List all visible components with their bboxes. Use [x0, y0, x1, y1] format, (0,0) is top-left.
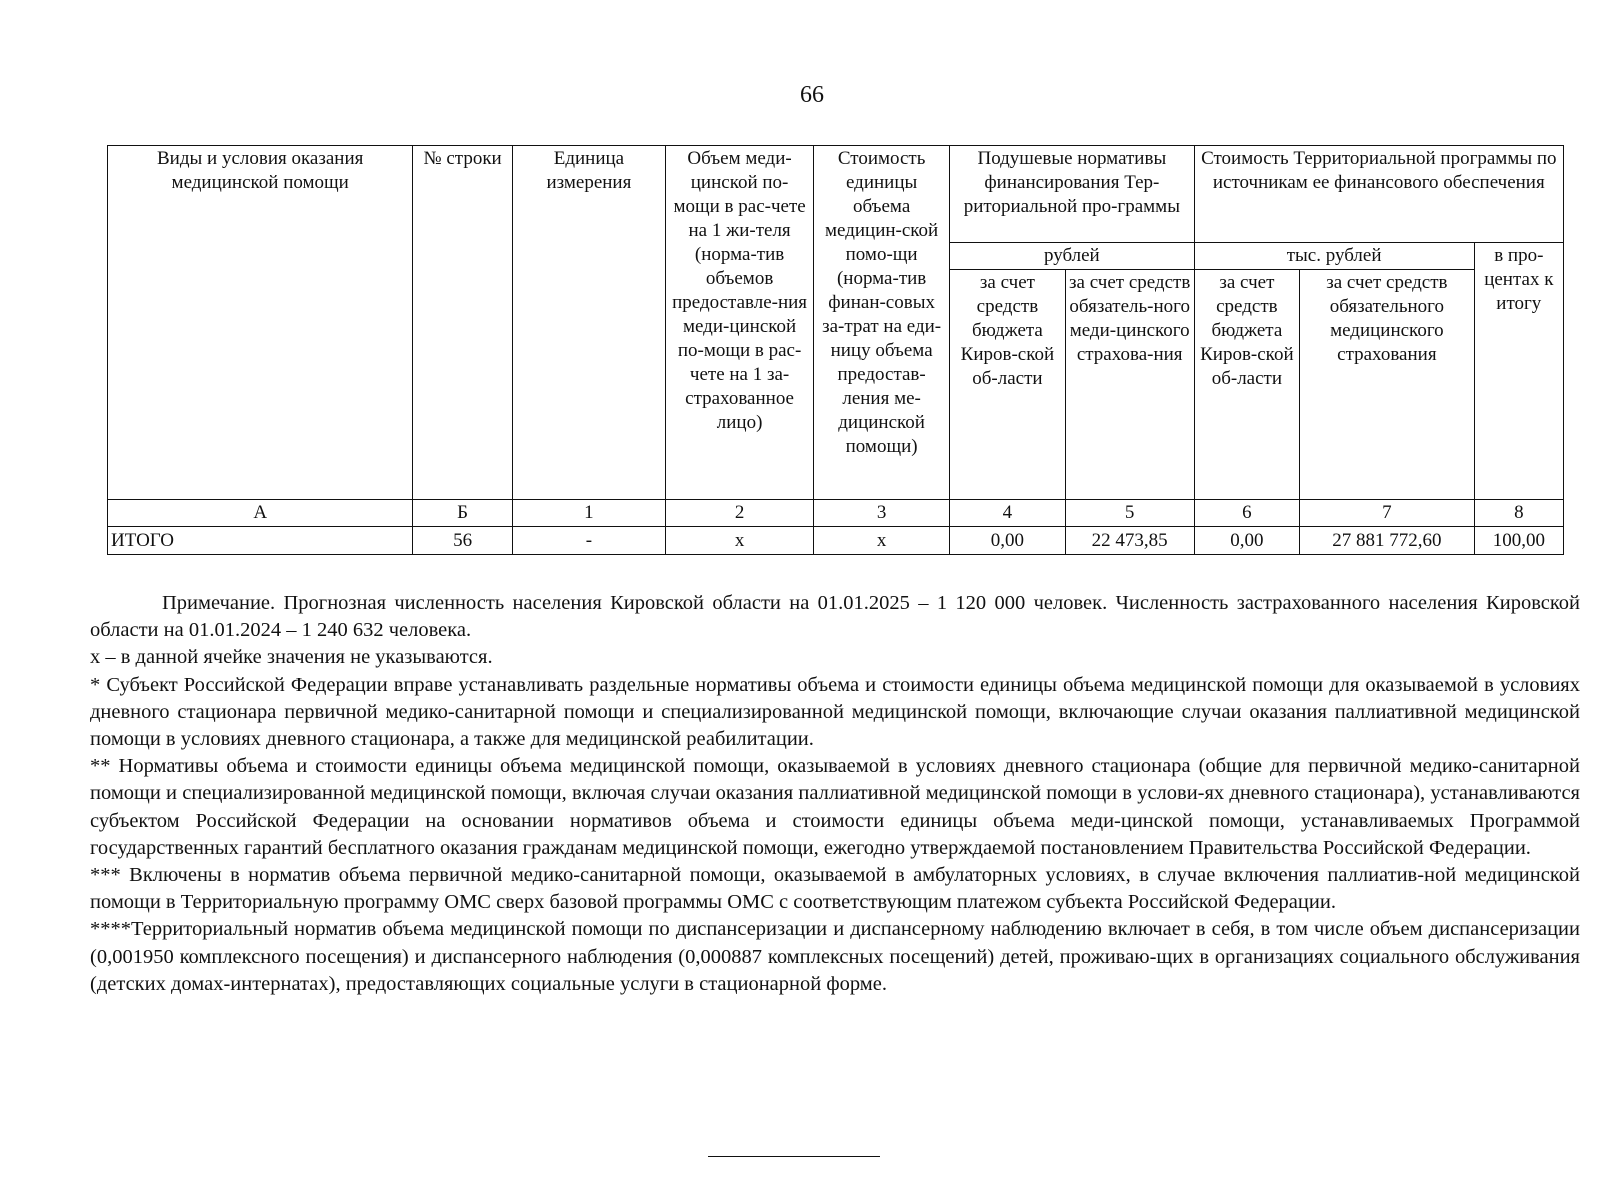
footnote-4: ****Территориальный норматив объема медицинской помощи по диспансеризации и диспансерному наблюдению включает в себя, в том числе объем диспансеризации (0,001950 комплексного посещения) и диспансерного наблюдения (0,000887 комплексных посещений) детей, проживаю-щих в организациях социального обслуживания (детских домах-интернатах), предоставляющих социальные услуги в стационарной форме. — [90, 918, 1580, 995]
total-label: ИТОГО — [108, 527, 413, 555]
total-cell: 100,00 — [1474, 527, 1563, 555]
index-cell: 7 — [1300, 500, 1475, 527]
index-cell: А — [108, 500, 413, 527]
header-type: Виды и условия оказания медицинской помощи — [108, 146, 413, 500]
index-cell: 3 — [814, 500, 950, 527]
header-per-capita: Подушевые нормативы финансирования Тер-риториальной про-граммы — [950, 146, 1195, 243]
header-unit: Единица измерения — [512, 146, 665, 500]
header-oms-per-capita: за счет средств обязатель-ного меди-цинского страхова-ния — [1065, 270, 1194, 500]
header-thousand-rubles: тыс. рублей — [1194, 243, 1474, 270]
footnote-1: * Субъект Российской Федерации вправе устанавливать раздельные нормативы объема и стоимости единицы объема медицинской помощи для оказываемой в условиях дневного стационара первичной медико-санитарной помощи и специализированной медицинской помощи, включающие случаи оказания паллиативной медицинской помощи в условиях дневного стационара, а также для медицинской реабилитации. — [90, 673, 1580, 751]
header-budget-total: за счет средств бюджета Киров-ской об-ласти — [1194, 270, 1300, 500]
footnote-3: *** Включены в норматив объема первичной медико-санитарной помощи, оказываемой в амбулаторных условиях, в случае включения паллиатив-ной медицинской помощи в Территориальную программу ОМС сверх базовой программы ОМС с соответствующим платежом субъекта Российской Федерации. — [90, 864, 1580, 914]
note-x-legend: х – в данной ячейке значения не указываются. — [90, 646, 493, 669]
index-cell: Б — [413, 500, 512, 527]
total-cell: х — [814, 527, 950, 555]
index-cell: 5 — [1065, 500, 1194, 527]
header-row-no: № строки — [413, 146, 512, 500]
total-cell: х — [666, 527, 814, 555]
header-rubles: рублей — [950, 243, 1195, 270]
footnote-2: ** Нормативы объема и стоимости единицы объема медицинской помощи, оказываемой в условиях дневного стационара (общие для первичной медико-санитарной помощи и специализированной медицинской помощи, включая случаи оказания паллиативной медицинской помощи в услови-ях дневного стационара), устанавливаются субъектом Российской Федерации на основании нормативов объема и стоимости единицы объема меди-цинской помощи, устанавливаемых Программой государственных гарантий бесплатного оказания гражданам медицинской помощи, ежегодно утверждаемой постановлением Правительства Российской Федерации. — [90, 755, 1580, 859]
total-cell: - — [512, 527, 665, 555]
header-program-cost: Стоимость Территориальной программы по источникам ее финансового обеспечения — [1194, 146, 1563, 243]
notes-section — [90, 590, 1580, 998]
index-cell: 8 — [1474, 500, 1563, 527]
index-cell: 2 — [666, 500, 814, 527]
header-volume: Объем меди-цинской по-мощи в рас-чете на 1 жи-теля (норма-тив объемов предоставле-ния меди-цинской по-мощи в рас-чете на 1 за-страхованное лицо) — [666, 146, 814, 500]
page-number: 66 — [800, 82, 824, 108]
total-cell: 27 881 772,60 — [1300, 527, 1475, 555]
end-divider — [708, 1156, 880, 1157]
total-cell: 56 — [413, 527, 512, 555]
financing-table — [107, 145, 1564, 555]
header-oms-total: за счет средств обязательного медицинского страхования — [1300, 270, 1475, 500]
header-budget-per-capita: за счет средств бюджета Киров-ской об-ласти — [950, 270, 1066, 500]
index-cell: 1 — [512, 500, 665, 527]
note-population: Примечание. Прогнозная численность населения Кировской области на 01.01.2025 – 1 120 000 человек. Численность застрахованного населения Кировской области на 01.01.2024 – 1 240 632 человека. — [90, 592, 1580, 642]
index-cell: 6 — [1194, 500, 1300, 527]
header-cost: Стоимость единицы объема медицин-ской помо-щи (норма-тив финан-совых за-трат на еди-ницу объема предостав-ления ме-дицинской помощи) — [814, 146, 950, 500]
header-percent: в про-центах к итогу — [1474, 243, 1563, 500]
index-cell: 4 — [950, 500, 1066, 527]
total-cell: 22 473,85 — [1065, 527, 1194, 555]
total-cell: 0,00 — [950, 527, 1066, 555]
total-cell: 0,00 — [1194, 527, 1300, 555]
